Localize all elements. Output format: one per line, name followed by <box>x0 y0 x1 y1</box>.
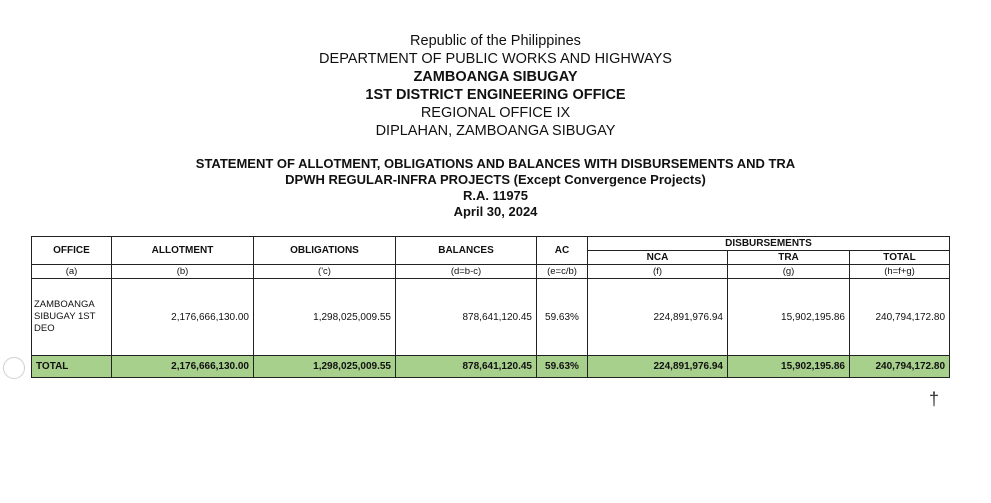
total-balances: 878,641,120.45 <box>396 356 537 378</box>
cell-nca: 224,891,976.94 <box>588 279 728 356</box>
code-allotment: (b) <box>112 265 254 279</box>
total-allotment: 2,176,666,130.00 <box>112 356 254 378</box>
header-department: DEPARTMENT OF PUBLIC WORKS AND HIGHWAYS <box>319 51 672 67</box>
cell-obligations: 1,298,025,009.55 <box>254 279 396 356</box>
scan-tick-mark <box>205 0 207 2</box>
total-tra: 15,902,195.86 <box>728 356 850 378</box>
cell-allotment: 2,176,666,130.00 <box>112 279 254 356</box>
code-balances: (d=b-c) <box>396 265 537 279</box>
table-code-row <box>32 265 950 279</box>
header-ac: AC <box>537 237 588 265</box>
total-row <box>32 356 950 378</box>
header-district-office: 1ST DISTRICT ENGINEERING OFFICE <box>365 87 626 103</box>
title-ra: R.A. 11975 <box>462 188 529 203</box>
code-tra: (g) <box>728 265 850 279</box>
report-title <box>0 156 991 220</box>
cell-balances: 878,641,120.45 <box>396 279 537 356</box>
code-total: (h=f+g) <box>850 265 950 279</box>
cell-office: ZAMBOANGA SIBUGAY 1ST DEO <box>32 279 112 356</box>
title-date: April 30, 2024 <box>453 204 538 219</box>
header-nca: NCA <box>588 251 728 265</box>
total-obligations: 1,298,025,009.55 <box>254 356 396 378</box>
code-nca: (f) <box>588 265 728 279</box>
header-tra: TRA <box>728 251 850 265</box>
header-total: TOTAL <box>850 251 950 265</box>
code-obligations: ('c) <box>254 265 396 279</box>
table-row <box>32 279 950 356</box>
total-label: TOTAL <box>32 356 112 378</box>
allotment-table <box>31 236 950 378</box>
agency-header <box>0 32 991 140</box>
header-republic: Republic of the Philippines <box>410 33 581 49</box>
header-address: DIPLAHAN, ZAMBOANGA SIBUGAY <box>375 123 616 139</box>
cell-ac: 59.63% <box>537 279 588 356</box>
code-ac: (e=c/b) <box>537 265 588 279</box>
header-regional-office: REGIONAL OFFICE IX <box>420 105 571 121</box>
header-obligations: OBLIGATIONS <box>254 237 396 265</box>
table-header-row <box>32 237 950 251</box>
handwritten-initial-mark: † <box>929 389 940 409</box>
cell-total: 240,794,172.80 <box>850 279 950 356</box>
header-province: ZAMBOANGA SIBUGAY <box>413 69 578 85</box>
header-allotment: ALLOTMENT <box>112 237 254 265</box>
header-office: OFFICE <box>32 237 112 265</box>
total-nca: 224,891,976.94 <box>588 356 728 378</box>
total-ac: 59.63% <box>537 356 588 378</box>
cell-tra: 15,902,195.86 <box>728 279 850 356</box>
code-office: (a) <box>32 265 112 279</box>
title-statement: STATEMENT OF ALLOTMENT, OBLIGATIONS AND BALANCES WITH DISBURSEMENTS AND TRA <box>195 156 796 171</box>
punch-hole-mark <box>3 357 25 379</box>
title-projects: DPWH REGULAR-INFRA PROJECTS (Except Convergence Projects) <box>285 172 706 187</box>
header-disbursements: DISBURSEMENTS <box>588 237 950 251</box>
header-balances: BALANCES <box>396 237 537 265</box>
total-total: 240,794,172.80 <box>850 356 950 378</box>
